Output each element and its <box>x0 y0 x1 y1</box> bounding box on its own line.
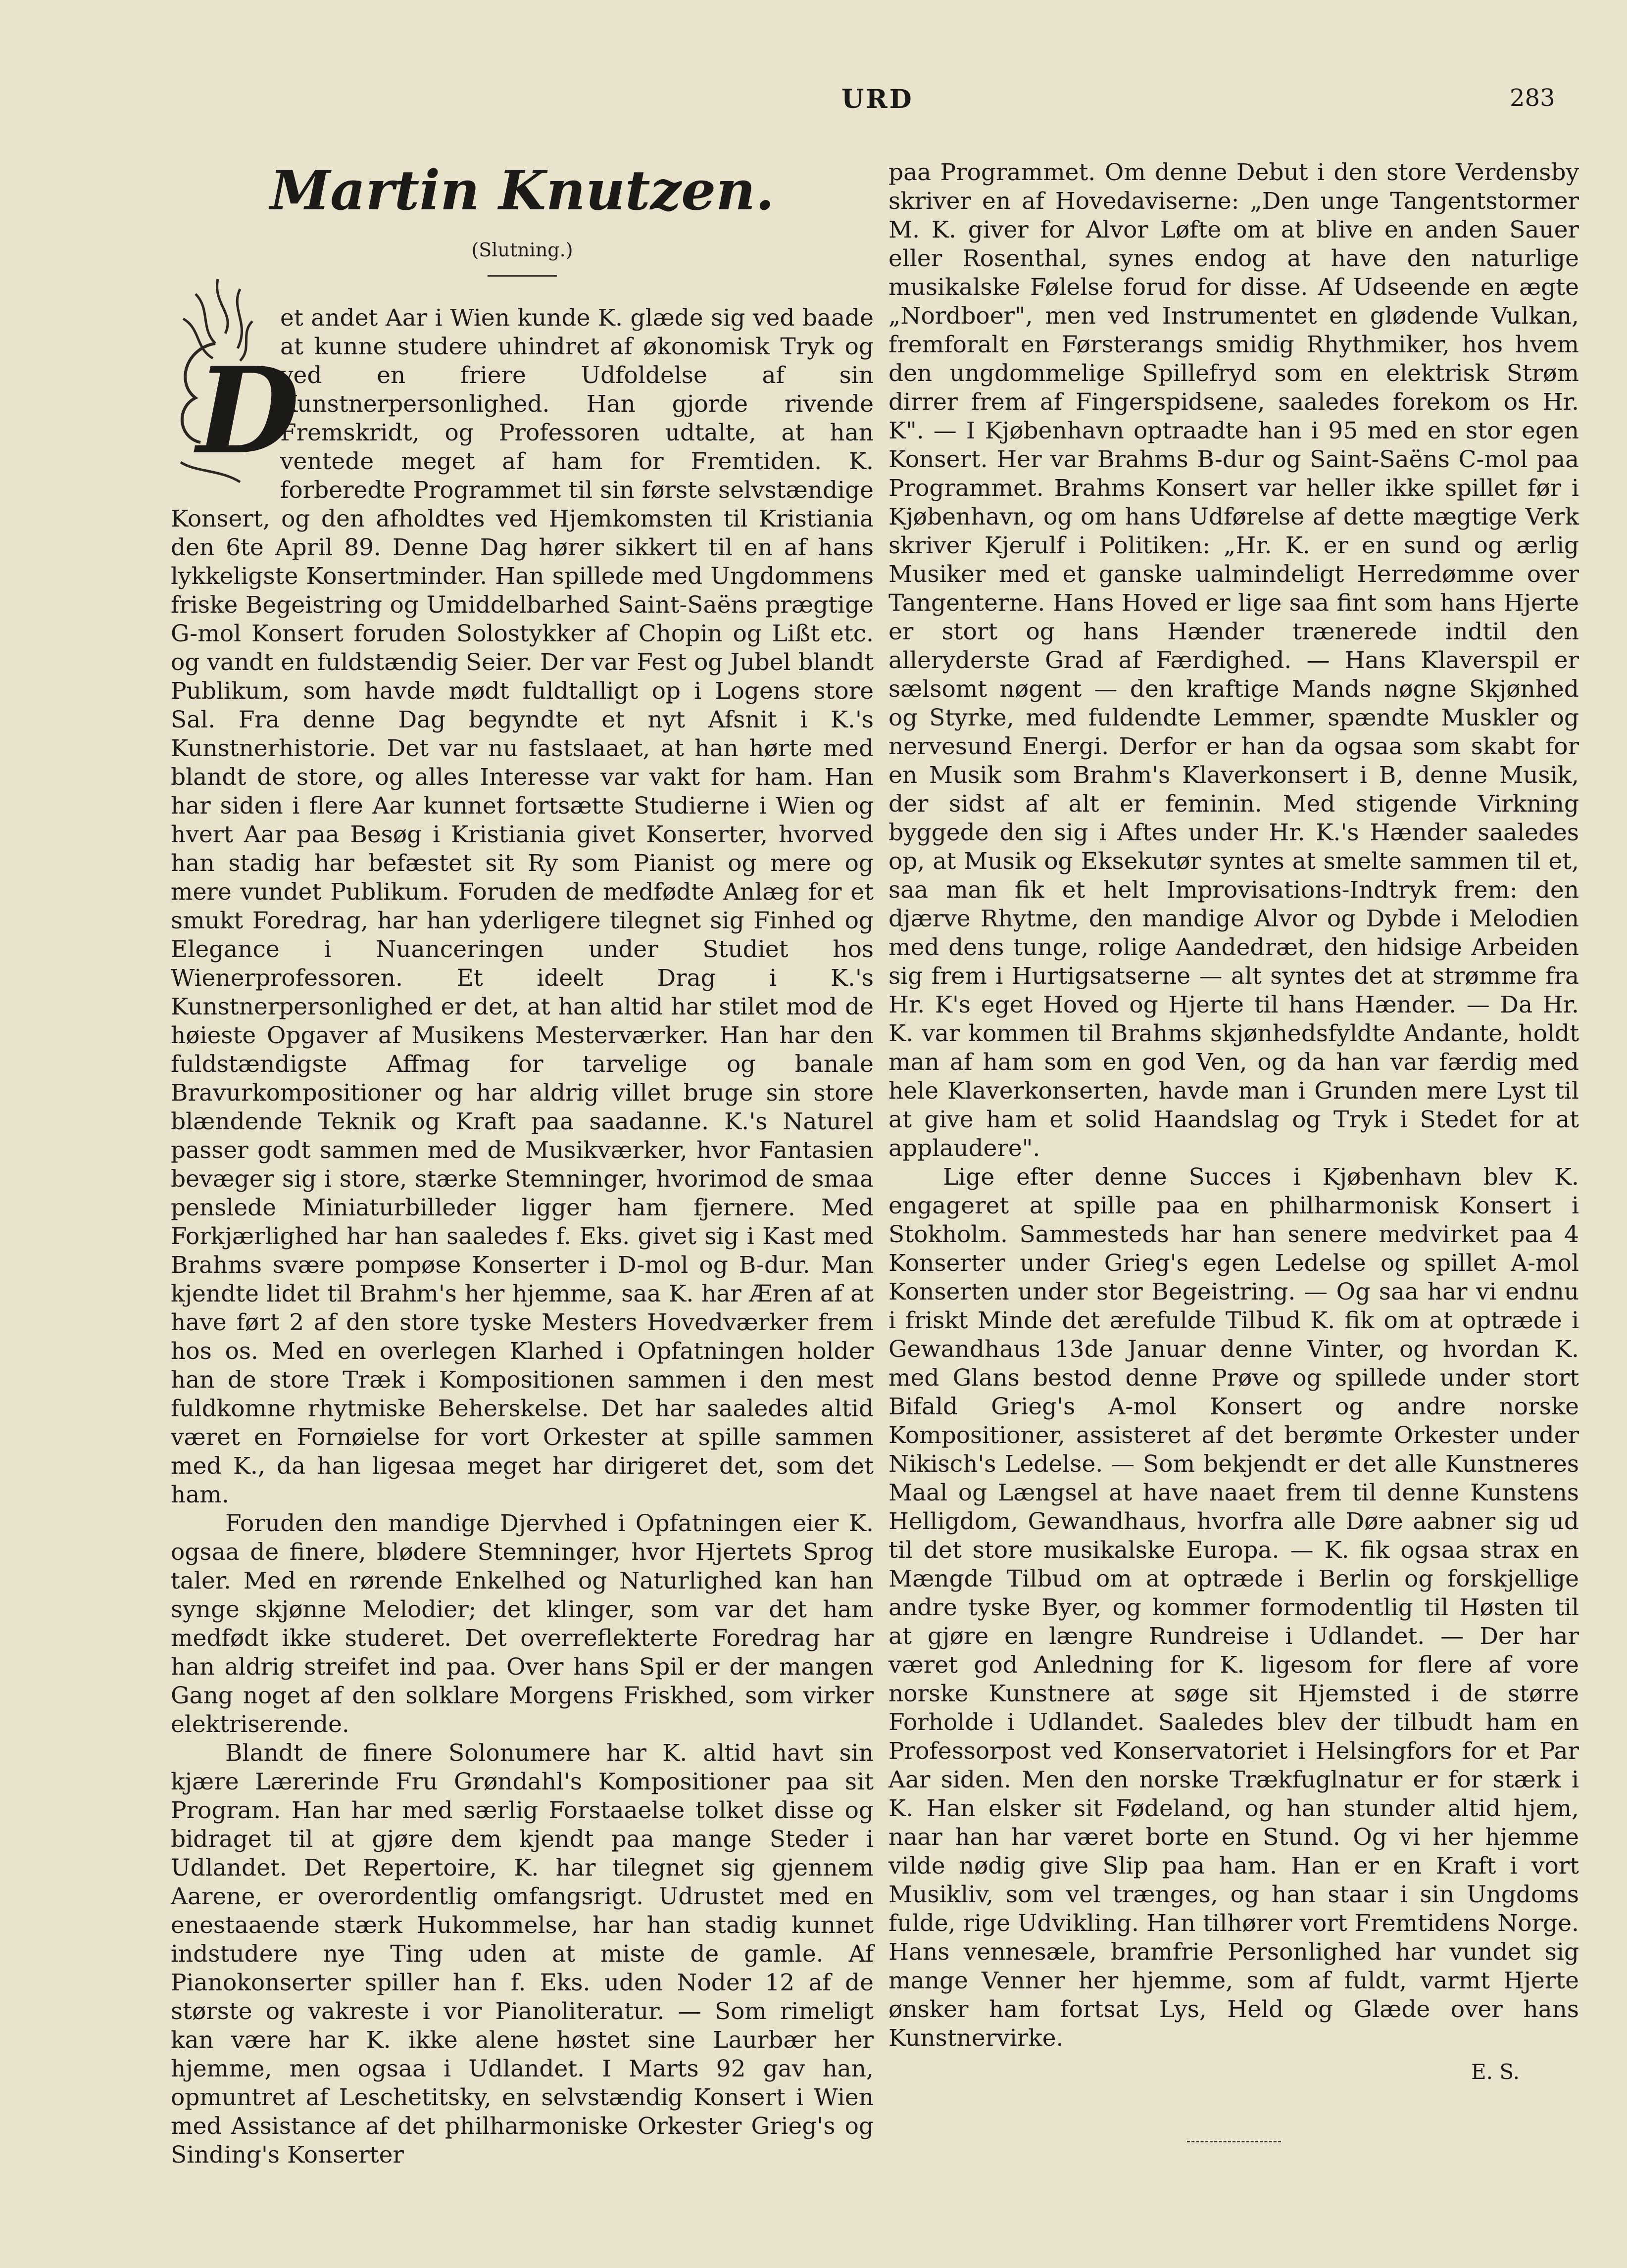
left-column <box>171 158 874 2170</box>
paragraph: Blandt de finere Solonumere har K. altid havt sin kjære Lærerinde Fru Grøndahl's Kompositioner paa sit Program. Han har med særlig Forstaaelse tolket disse og bidraget til at gjøre dem kjendt paa mange Steder i Udlandet. Det Repertoire, K. har tilegnet sig gjennem Aarene, er overordentlig omfangsrigt. Udrustet med en enestaaende stærk Hukommelse, har han stadig kunnet indstudere nye Ting uden at miste de gamle. Af Pianokonserter spiller han f. Eks. uden Noder 12 af de største og vakreste i vor Pianoliteratur. — Som rimeligt kan være har K. ikke alene høstet sine Laurbær her hjemme, men ogsaa i Udlandet. I Marts 92 gav han, opmuntret af Leschetitsky, en selvstændig Konsert i Wien med Assistance af det philharmoniske Orkester Grieg's og Sinding's Konserter <box>171 1739 874 2169</box>
article-subtitle: (Slutning.) <box>471 239 573 261</box>
title-rule <box>488 275 557 277</box>
paragraph: Foruden den mandige Djervhed i Opfatningen eier K. ogsaa de finere, blødere Stemninger, hvor Hjertets Sprog taler. Med en rørende Enkelhed og Naturlighed kan han synge skjønne Melodier; det klinger, som var det ham medfødt ikke studeret. Det overreflekterte Foredrag har han aldrig streifet ind paa. Over hans Spil er der mangen Gang noget af den solklare Morgens Friskhed, som virker elektriserende. <box>171 1510 874 1738</box>
running-head: URD <box>841 84 914 114</box>
dropcap-letter: D <box>197 341 300 481</box>
paragraph: paa Programmet. Om denne Debut i den store Verdensby skriver en af Hovedaviserne: „Den unge Tangentstormer M. K. giver for Alvor Løfte om at blive en anden Sauer eller Rosenthal, synes endog at have den naturlige musikalske Følelse forud for disse. Af Udseende en ægte „Nordboer", men ved Instrumentet en glødende Vulkan, fremforalt en Førsterangs smidig Rhythmiker, hos hvem den ungdommelige Spillefryd som en elektrisk Strøm dirrer frem af Fingerspidsene, saaledes forekom os Hr. K". — I Kjøbenhavn optraadte han i 95 med en stor egen Konsert. Her var Brahms B-dur og Saint-Saëns C-mol paa Programmet. Brahms Konsert var heller ikke spillet før i Kjøbenhavn, og om hans Udførelse af dette mægtige Verk skriver Kjerulf i Politiken: „Hr. K. er en sund og ærlig Musiker med et ganske ualmindeligt Herredømme over Tangenterne. Hans Hoved er lige saa fint som hans Hjerte er stort og hans Hænder trænerede indtil den alleryderste Grad af Færdighed. — Hans Klaverspil er sælsomt nøgent — den kraftige Mands nøgne Skjønhed og Styrke, med fuldendte Lemmer, spændte Muskler og nervesund Energi. Derfor er han da ogsaa som skabt for en Musik som Brahm's Klaverkonsert i B, denne Musik, der sidst af alt er feminin. Med stigende Virkning byggede den sig i Aftes under Hr. K.'s Hænder saaledes op, at Musik og Eksekutør syntes at smelte sammen til et, saa man fik et helt Improvisations-Indtryk frem: den djærve Rhytme, den mandige Alvor og Dybde i Melodien med dens tunge, rolige Aandedræt, den hidsige Arbeiden sig frem i Hurtigsatserne — alt syntes det at strømme fra Hr. K's eget Hoved og Hjerte til hans Hænder. — Da Hr. K. var kommen til Brahms skjønhedsfyldte Andante, holdt man af ham som en god Ven, og da han var færdig med hele Klaverkonserten, havde man i Grunden mere Lyst til at give ham et solid Haandslag og Tryk i Stedet for at applaudere". <box>888 159 1579 1162</box>
right-column <box>888 158 1579 2142</box>
flourish-icon <box>166 274 300 487</box>
article-title: Martin Knutzen. <box>270 158 775 222</box>
ornamental-dropcap <box>166 274 300 487</box>
paragraph <box>171 304 874 1509</box>
signature: E. S. <box>1471 2060 1520 2084</box>
paragraph-text: et andet Aar i Wien kunde K. glæde sig ved baade at kunne studere uhindret af økonomisk Tryk og ved en friere Udfoldelse af sin Kunstnerpersonlighed. Han gjorde rivende Fremskridt, og Professoren udtalte, at han ventede meget af ham for Fremtiden. K. forberedte Programmet til sin første selvstændige Konsert, og den afholdtes ved Hjemkomsten til Kristiania den 6te April 89. Denne Dag hører sikkert til en af hans lykkeligste Konsertminder. Han spillede med Ungdommens friske Begeistring og Umiddelbarhed Saint-Saëns prægtige G-mol Konsert foruden Solostykker af Chopin og Lißt etc. og vandt en fuldstændig Seier. Der var Fest og Jubel blandt Publikum, som havde mødt fuldtalligt op i Logens store Sal. Fra denne Dag begyndte et nyt Afsnit i K.'s Kunstnerhistorie. Det var nu fastslaaet, at han hørte med blandt de store, og alles Interesse var vakt for ham. Han har siden i flere Aar kunnet fortsætte Studierne i Wien og hvert Aar paa Besøg i Kristiania givet Konserter, hvorved han stadig har befæstet sit Ry som Pianist og mere og mere vundet Publikum. Foruden de medfødte Anlæg for et smukt Foredrag, har han yderligere tilegnet sig Finhed og Elegance i Nuanceringen under Studiet hos Wienerprofessoren. Et ideelt Drag i K.'s Kunstnerpersonlighed er det, at han altid har stilet mod de høieste Opgaver af Musikens Mesterværker. Han har den fuldstændigste Affmag for tarvelige og banale Bravurkompositioner og har aldrig villet bruge sin store blændende Teknik og Kraft paa saadanne. K.'s Naturel passer godt sammen med de Musikværker, hvor Fantasien bevæger sig i store, stærke Stemninger, hvorimod de smaa penslede Miniaturbilleder ligger ham fjernere. Med Forkjærlighed har han saaledes f. Eks. givet sig i Kast med Brahms svære pompøse Konserter i D-mol og B-dur. Man kjendte lidet til Brahm's her hjemme, saa K. har Æren af at have ført 2 af den store tyske Mesters Hovedværker frem hos os. Med en overlegen Klarhed i Opfatningen holder han de store Træk i Kompositionen sammen i den mest fuldkomne rhytmiske Beherskelse. Det har saaledes altid været en Fornøielse for vort Orkester at spille sammen med K., da han ligesaa meget har dirigeret det, som det ham. <box>171 304 874 1508</box>
end-rule <box>1187 2141 1281 2142</box>
page-number: 283 <box>1510 84 1555 112</box>
paragraph: Lige efter denne Succes i Kjøbenhavn blev K. engageret at spille paa en philharmonisk Konsert i Stokholm. Sammesteds har han senere medvirket paa 4 Konserter under Grieg's egen Ledelse og spillet A-mol Konserten under stor Begeistring. — Og saa har vi endnu i friskt Minde det ærefulde Tilbud K. fik om at optræde i Gewandhaus 13de Januar denne Vinter, og hvordan K. med Glans bestod denne Prøve og spillede under stort Bifald Grieg's A-mol Konsert og andre norske Kompositioner, assisteret af det berømte Orkester under Nikisch's Ledelse. — Som bekjendt er det alle Kunstneres Maal og Længsel at have naaet frem til denne Kunstens Helligdom, Gewandhaus, hvorfra alle Døre aabner sig ud til det store musikalske Europa. — K. fik ogsaa strax en Mængde Tilbud om at optræde i Berlin og forskjellige andre tyske Byer, og kommer formodentlig til Høsten til at gjøre en længre Rundreise i Udlandet. — Der har været god Anledning for K. ligesom for flere af vore norske Kunstnere at søge sit Hjemsted i de større Forholde i Udlandet. Saaledes blev der tilbudt ham en Professorpost ved Konservatoriet i Helsingfors for et Par Aar siden. Men den norske Trækfuglnatur er for stærk i K. Han elsker sit Fødeland, og han stunder altid hjem, naar han har været borte en Stund. Og vi her hjemme vilde nødig give Slip paa ham. Han er en Kraft i vort Musikliv, som vel trænges, og han staar i sin Ungdoms fulde, rige Udvikling. Han tilhører vort Fremtidens Norge. Hans vennesæle, bramfrie Personlighed har vundet sig mange Venner her hjemme, som af fuldt, varmt Hjerte ønsker ham fortsat Lys, Held og Glæde over hans Kunstnervirke. <box>888 1163 1579 2052</box>
